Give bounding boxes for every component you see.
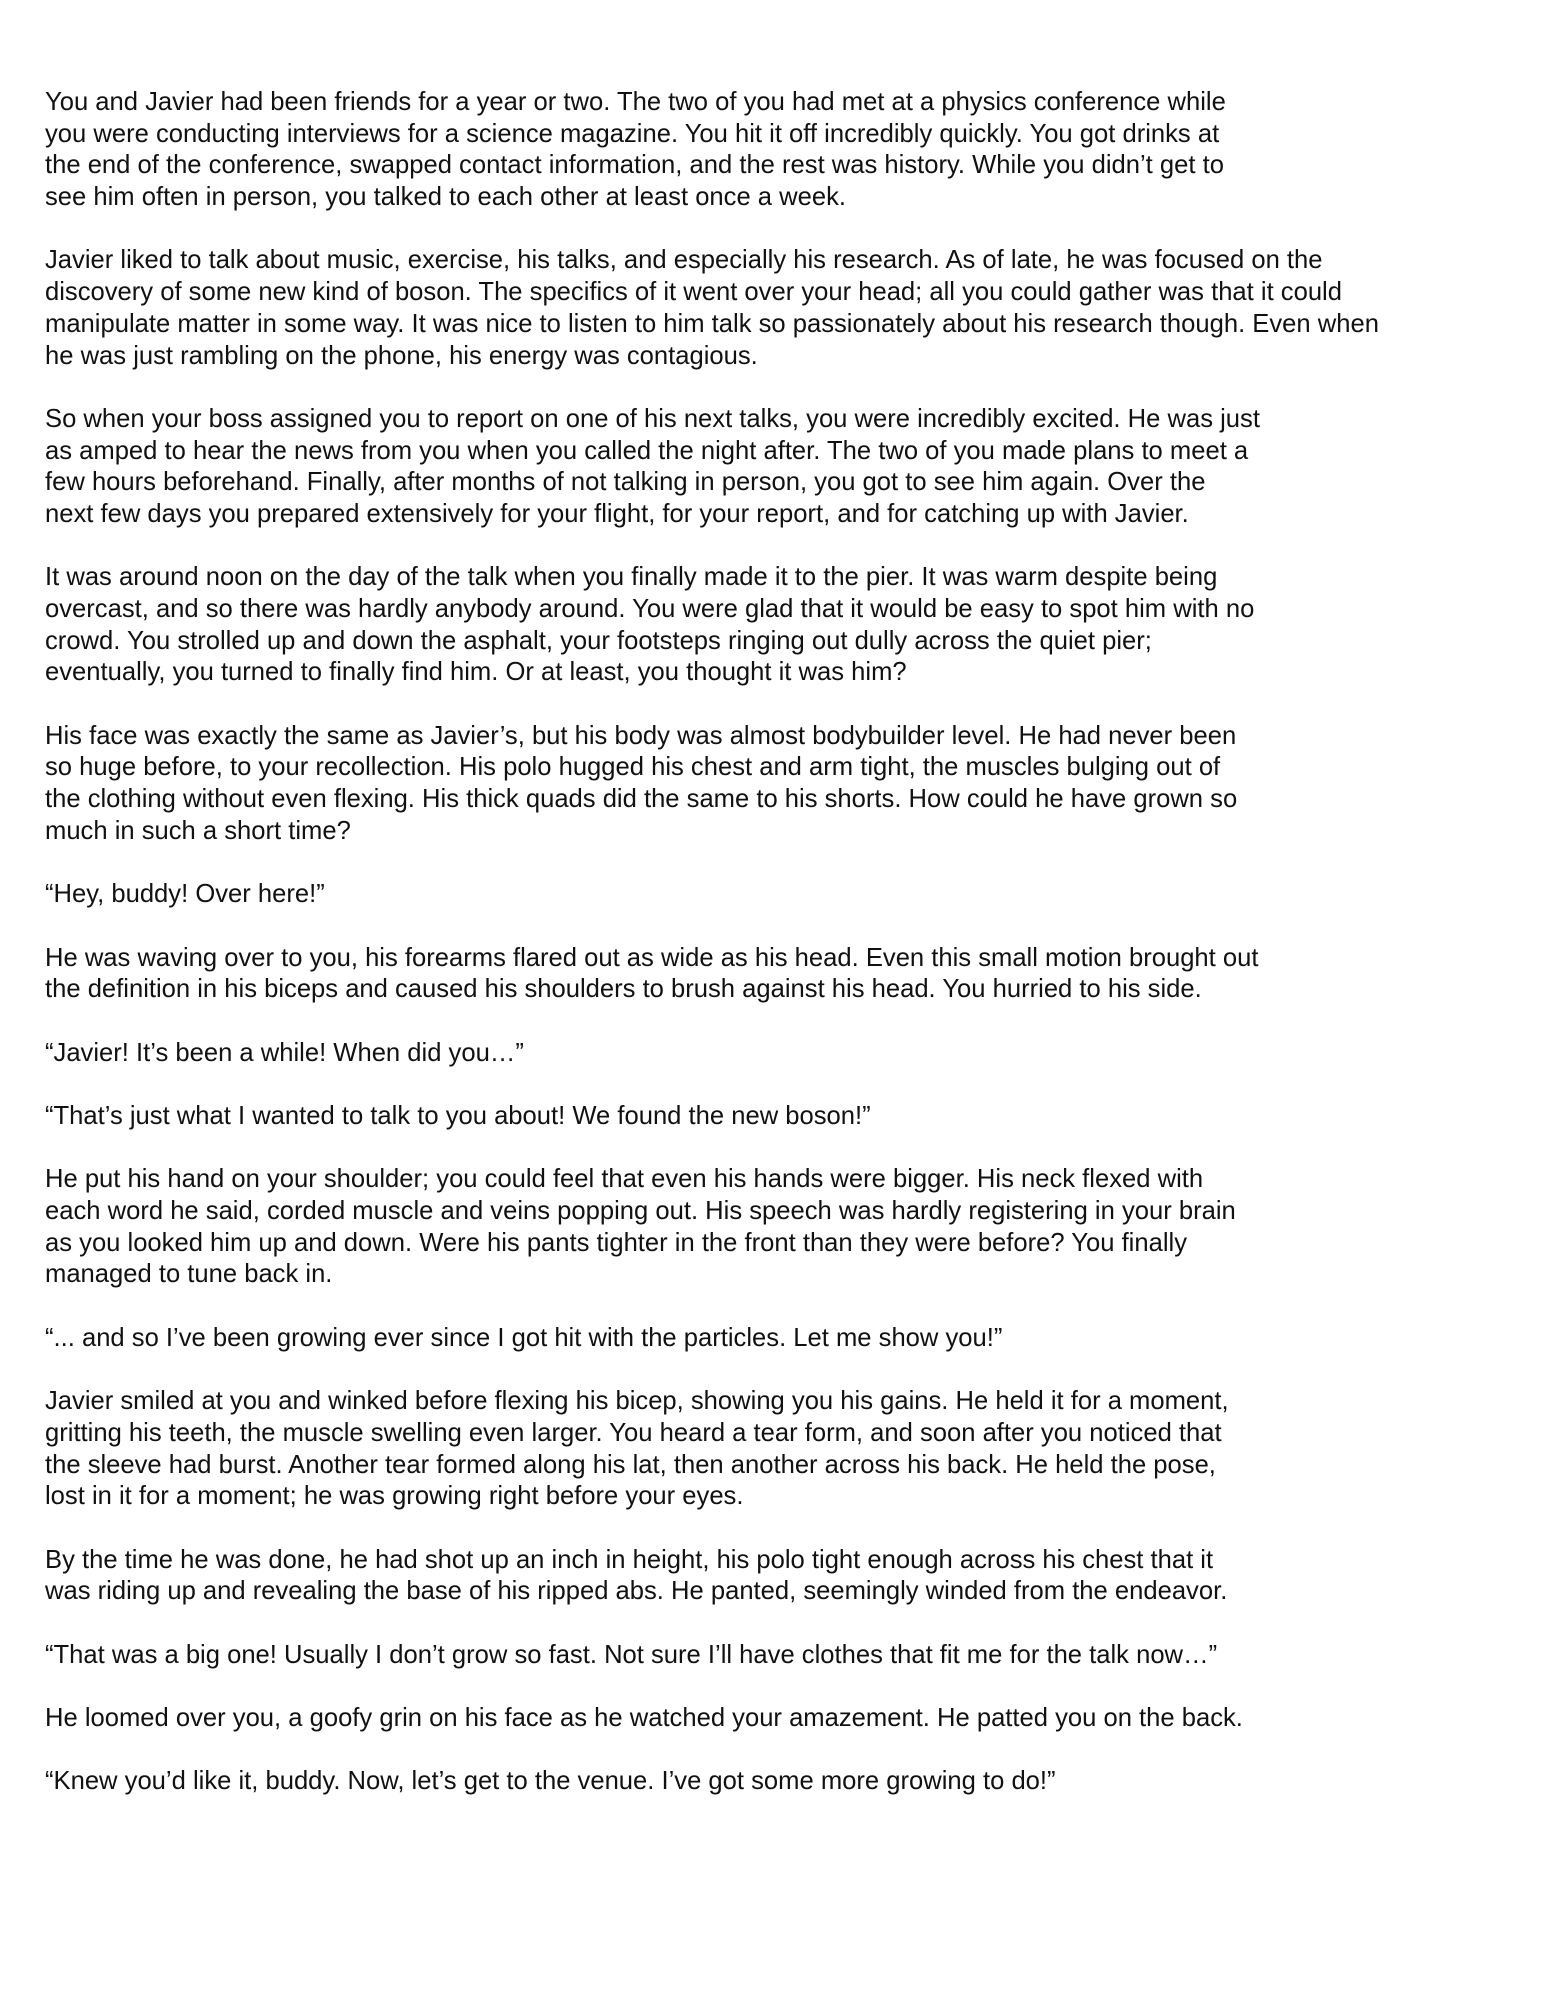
text-line: Javier liked to talk about music, exercise, his talks, and especially his research. As of late, he was focused on the [45,246,1323,275]
text-line: “That’s just what I wanted to talk to you about! We found the new boson!” [45,1102,871,1130]
text-line: “That was a big one! Usually I don’t grow so fast. Not sure I’ll have clothes that fit me for the talk now…” [45,1640,1218,1669]
text-line: eventually, you turned to finally find him. Or at least, you thought it was him? [45,658,907,687]
paragraph [45,1766,1525,1798]
text-line: “Hey, buddy! Over here!” [45,880,325,909]
paragraph [45,879,1525,911]
text-line: so huge before, to your recollection. His polo hugged his chest and arm tight, the muscles bulging out of [45,753,1221,782]
paragraph [45,87,1525,214]
text-line: discovery of some new kind of boson. The specifics of it went over your head; all you could gather was that it could [45,278,1342,307]
text-line: lost in it for a moment; he was growing right before your eyes. [45,1482,744,1511]
text-line: few hours beforehand. Finally, after months of not talking in person, you got to see him again. Over the [45,468,1206,497]
paragraph [45,1640,1525,1672]
text-line: see him often in person, you talked to each other at least once a week. [45,183,847,212]
text-line: You and Javier had been friends for a year or two. The two of you had met at a physics conference while [45,88,1226,116]
paragraph [45,1323,1525,1355]
text-line: the end of the conference, swapped contact information, and the rest was history. While you didn’t get to [45,151,1224,180]
text-line: you were conducting interviews for a science magazine. You hit it off incredibly quickly. You got drinks at [45,119,1220,148]
text-line: as you looked him up and down. Were his pants tighter in the front than they were before? You finally [45,1228,1188,1257]
paragraph [45,943,1525,1006]
text-line: much in such a short time? [45,816,351,845]
text-line: manipulate matter in some way. It was nice to listen to him talk so passionately about his research though. Even when [45,309,1379,338]
paragraph [45,1101,1525,1133]
paragraph [45,245,1525,372]
text-line: next few days you prepared extensively for your flight, for your report, and for catching up with Javier. [45,499,1189,528]
text-line: he was just rambling on the phone, his energy was contagious. [45,341,758,370]
text-line: “... and so I’ve been growing ever since I got hit with the particles. Let me show you!” [45,1323,1003,1352]
text-line: the clothing without even flexing. His thick quads did the same to his shorts. How could he have grown so [45,785,1238,814]
text-line: He loomed over you, a goofy grin on his face as he watched your amazement. He patted you on the back. [45,1704,1243,1733]
text-line: He was waving over to you, his forearms flared out as wide as his head. Even this small motion brought out [45,943,1259,972]
paragraph [45,562,1525,689]
text-line: He put his hand on your shoulder; you could feel that even his hands were bigger. His neck flexed with [45,1165,1204,1194]
paragraph [45,1703,1525,1735]
text-line: Javier smiled at you and winked before flexing his bicep, showing you his gains. He held it for a moment, [45,1387,1229,1416]
paragraph [45,1038,1525,1070]
text-line: the definition in his biceps and caused his shoulders to brush against his head. You hurried to his side. [45,975,1202,1004]
text-line: By the time he was done, he had shot up an inch in height, his polo tight enough across his chest that it [45,1545,1214,1574]
text-line: managed to tune back in. [45,1260,333,1289]
document-body [45,87,1525,1830]
text-line: overcast, and so there was hardly anybody around. You were glad that it would be easy to spot him with no [45,595,1255,623]
paragraph [45,1386,1525,1513]
text-line: So when your boss assigned you to report on one of his next talks, you were incredibly excited. He was just [45,404,1260,433]
paragraph [45,404,1525,531]
text-line: was riding up and revealing the base of his ripped abs. He panted, seemingly winded from the endeavor. [45,1577,1228,1606]
text-line: each word he said, corded muscle and veins popping out. His speech was hardly registering in your brain [45,1197,1236,1226]
paragraph [45,721,1525,848]
paragraph [45,1545,1525,1608]
text-line: His face was exactly the same as Javier’s, but his body was almost bodybuilder level. He had never been [45,721,1237,750]
text-line: as amped to hear the news from you when you called the night after. The two of you made plans to meet a [45,436,1249,465]
text-line: It was around noon on the day of the talk when you finally made it to the pier. It was warm despite being [45,563,1218,592]
text-line: “Javier! It’s been a while! When did you…” [45,1038,524,1067]
text-line: crowd. You strolled up and down the asphalt, your footsteps ringing out dully across the quiet pier; [45,626,1152,655]
text-line: gritting his teeth, the muscle swelling even larger. You heard a tear form, and soon after you noticed that [45,1418,1222,1447]
paragraph [45,1164,1525,1291]
text-line: the sleeve had burst. Another tear formed along his lat, then another across his back. He held the pose, [45,1450,1216,1479]
text-line: “Knew you’d like it, buddy. Now, let’s get to the venue. I’ve got some more growing to do!” [45,1767,1056,1796]
